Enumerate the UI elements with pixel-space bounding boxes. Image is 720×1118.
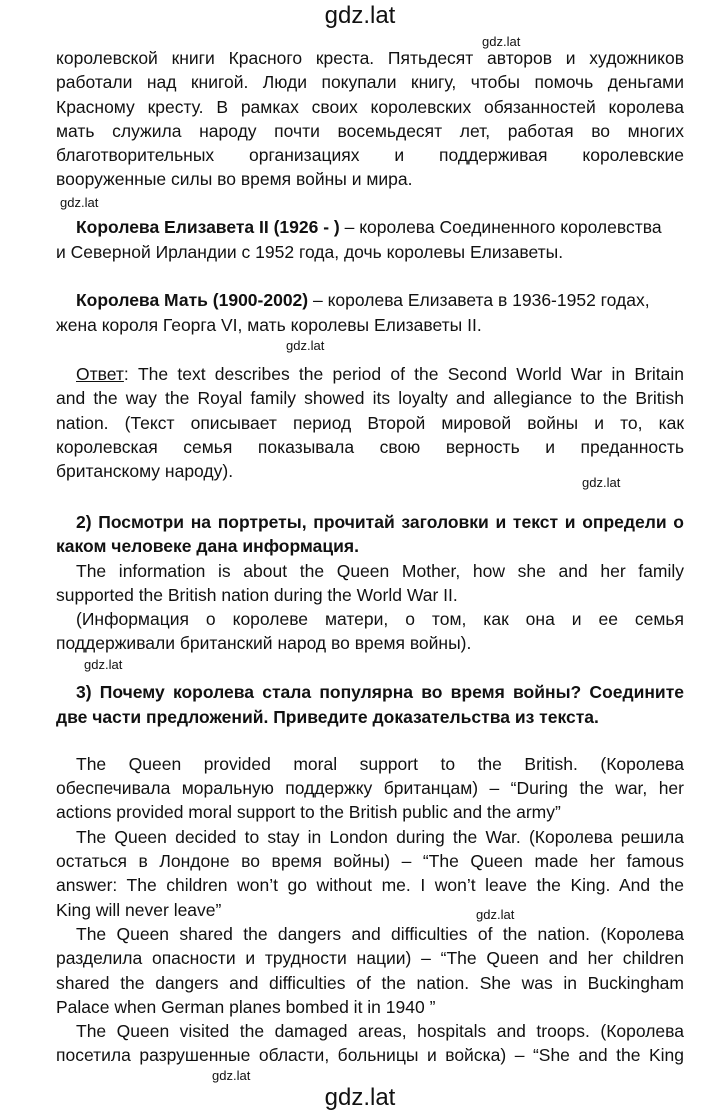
paragraph-line: британскому народу). <box>56 461 234 481</box>
watermark: gdz.lat <box>582 475 621 490</box>
watermark: gdz.lat <box>84 657 123 672</box>
paragraph-line: shared the dangers and difficulties of the nation. She was in Buckingham <box>56 973 684 993</box>
watermark: gdz.lat <box>482 34 521 49</box>
term: Королева Мать (1900-2002) <box>76 290 309 310</box>
paragraph-line: The Queen shared the dangers and difficulties of the nation. (Королева <box>76 924 684 944</box>
paragraph-line: answer: The children won’t go without me. I won’t leave the King. And the <box>56 875 684 895</box>
paragraph-line: вооруженные силы во время войны и мира. <box>56 169 413 189</box>
paragraph-line: (Информация о королеве матери, о том, как она и ее семья <box>76 609 684 629</box>
watermark: gdz.lat <box>476 907 515 922</box>
definition-text: – королева Елизавета в 1936-1952 годах, <box>308 290 650 310</box>
paragraph-line: разделила опасности и трудности нации) – “The Queen and her children <box>56 948 684 968</box>
question-3-line: две части предложений. Приведите доказательства из текста. <box>56 707 599 727</box>
paragraph-line: The information is about the Queen Mother, how she and her family <box>76 561 684 581</box>
paragraph-line: работали над книгой. Люди покупали книгу, чтобы помочь деньгами <box>56 72 684 92</box>
paragraph-line: The Queen decided to stay in London during the War. (Королева решила <box>76 827 684 847</box>
paragraph-line: королевская семья показывала свою верность и преданность <box>56 437 684 457</box>
paragraph-line: and the way the Royal family showed its loyalty and allegiance to the British <box>56 388 684 408</box>
definition-queen-mother <box>76 288 684 312</box>
paragraph-line: King will never leave” <box>56 900 222 920</box>
paragraph-line: жена короля Георга VI, мать королевы Елизаветы II. <box>56 315 482 335</box>
paragraph-line: actions provided moral support to the British public and the army” <box>56 802 561 822</box>
paragraph-line: обеспечивала моральную поддержку британцам) – “During the war, her <box>56 778 684 798</box>
paragraph-line: посетила разрушенные области, больницы и войска) – “She and the King <box>56 1045 684 1065</box>
answer-line <box>76 362 684 386</box>
paragraph-line: supported the British nation during the World War II. <box>56 585 458 605</box>
question-3: 3) Почему королева стала популярна во время войны? Соедините <box>76 682 684 702</box>
paragraph-line: nation. (Текст описывает период Второй мировой войны и то, как <box>56 413 684 433</box>
definition-elizabeth <box>76 215 684 239</box>
watermark: gdz.lat <box>60 195 99 210</box>
paragraph-line: благотворительных организациях и поддерживая королевские <box>56 145 684 165</box>
paragraph-line: Красному кресту. В рамках своих королевских обязанностей королева <box>56 97 684 117</box>
watermark: gdz.lat <box>212 1068 251 1083</box>
paragraph-line: Palace when German planes bombed it in 1940 ” <box>56 997 436 1017</box>
definition-text: – королева Соединенного королевства <box>339 217 662 237</box>
question-2: 2) Посмотри на портреты, прочитай заголовки и текст и определи о <box>76 512 684 532</box>
paragraph-line: The Queen provided moral support to the British. (Королева <box>76 754 684 774</box>
term: Королева Елизавета II (1926 - ) <box>76 217 340 237</box>
answer-label: Ответ <box>76 364 124 384</box>
paragraph-line: остаться в Лондоне во время войны) – “The Queen made her famous <box>56 851 684 871</box>
answer-text: : The text describes the period of the Second World War in Britain <box>123 364 684 384</box>
site-header: gdz.lat <box>324 2 396 29</box>
paragraph-line: поддерживали британский народ во время войны). <box>56 633 472 653</box>
site-footer: gdz.lat <box>324 1084 396 1111</box>
paragraph-line: мать служила народу почти восемьдесят лет, работая во многих <box>56 121 684 141</box>
watermark: gdz.lat <box>286 338 325 353</box>
paragraph-line: королевской книги Красного креста. Пятьдесят авторов и художников <box>56 48 684 68</box>
paragraph-line: и Северной Ирландии с 1952 года, дочь королевы Елизаветы. <box>56 242 564 262</box>
question-2-line: каком человеке дана информация. <box>56 536 359 556</box>
paragraph-line: The Queen visited the damaged areas, hospitals and troops. (Королева <box>76 1021 684 1041</box>
